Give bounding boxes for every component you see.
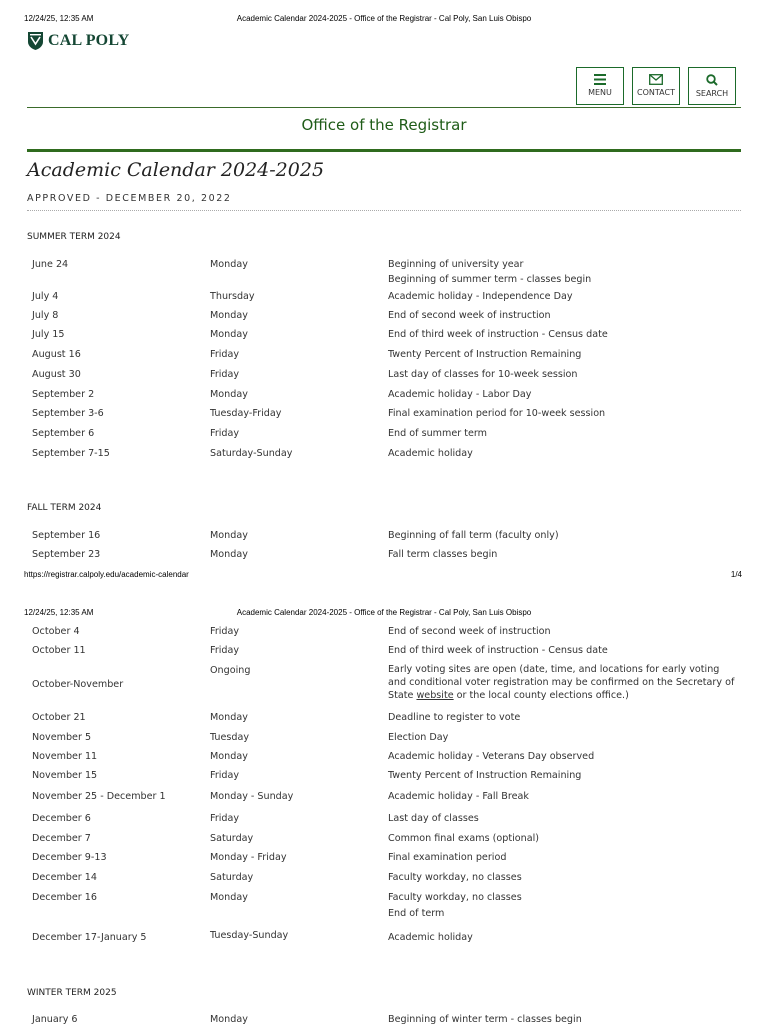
cal-poly-shield-icon	[27, 31, 44, 51]
row-day: Friday	[210, 428, 240, 439]
row-event: End of third week of instruction - Census date	[388, 645, 608, 656]
print-page-number: 1/4	[730, 570, 742, 579]
row-date: August 30	[32, 369, 81, 380]
row-date: October-November	[32, 679, 124, 690]
row-date: July 15	[32, 329, 65, 340]
row-event: End of third week of instruction - Census date	[388, 329, 608, 340]
print-page-title: Academic Calendar 2024-2025 - Office of the Registrar - Cal Poly, San Luis Obispo	[236, 14, 532, 23]
site-title[interactable]: Office of the Registrar	[301, 116, 467, 134]
row-event: End of second week of instruction	[388, 310, 551, 321]
row-date: September 3-6	[32, 408, 104, 419]
row-event: Academic holiday	[388, 932, 473, 943]
approval-date: APPROVED - DECEMBER 20, 2022	[27, 193, 232, 204]
row-date: December 17-January 5	[32, 932, 147, 943]
row-event: Beginning of university year Beginning of summer term - classes begin	[388, 259, 592, 285]
row-day: Monday	[210, 310, 248, 321]
row-day: Friday	[210, 369, 240, 380]
row-day: Monday	[210, 1014, 248, 1025]
row-event: Academic holiday	[388, 448, 473, 459]
row-day: Friday	[210, 626, 240, 637]
row-date: October 11	[32, 645, 86, 656]
row-date: December 16	[32, 892, 98, 903]
row-day: Friday	[210, 770, 240, 781]
search-label: SEARCH	[695, 89, 729, 98]
row-event: Academic holiday - Independence Day	[388, 291, 573, 302]
row-date: November 5	[32, 732, 92, 743]
row-date: October 4	[32, 626, 80, 637]
logo-wordmark: CAL POLY	[48, 32, 130, 49]
term-heading-fall: FALL TERM 2024	[27, 503, 102, 513]
row-date: January 6	[32, 1014, 78, 1025]
row-event: Deadline to register to vote	[388, 712, 521, 723]
menu-label: MENU	[588, 88, 612, 97]
row-date: September 16	[32, 530, 101, 541]
row-date: December 7	[32, 833, 91, 844]
row-event: Last day of classes for 10-week session	[388, 369, 578, 380]
row-date: September 7-15	[32, 448, 110, 459]
row-date: September 2	[32, 389, 95, 400]
row-day: Monday	[210, 892, 248, 903]
row-event: Final examination period	[388, 852, 507, 863]
row-day: Monday	[210, 389, 248, 400]
row-day: Monday	[210, 751, 248, 762]
row-event: End of summer term	[388, 428, 488, 439]
row-event: Early voting sites are open (date, time, and locations for early voting and conditional voter registration may be confirmed on the Secretary of State website or the local county elections office.)	[388, 664, 735, 701]
contact-button[interactable]	[632, 67, 680, 105]
row-event: Fall term classes begin	[388, 549, 498, 560]
row-date: December 14	[32, 872, 98, 883]
row-event: End of second week of instruction	[388, 626, 551, 637]
secretary-of-state-website-link[interactable]: website	[416, 690, 454, 701]
row-date: October 21	[32, 712, 86, 723]
row-event: Beginning of fall term (faculty only)	[388, 530, 559, 541]
row-date: June 24	[32, 259, 69, 270]
row-event: Election Day	[388, 732, 449, 743]
contact-label: CONTACT	[637, 88, 675, 97]
row-event: Faculty workday, no classes	[388, 872, 522, 883]
row-day: Friday	[210, 813, 240, 824]
row-day: Monday	[210, 259, 248, 270]
cal-poly-logo[interactable]	[27, 31, 129, 51]
print-page-title: Academic Calendar 2024-2025 - Office of the Registrar - Cal Poly, San Luis Obispo	[236, 608, 532, 617]
search-button[interactable]	[688, 67, 736, 105]
row-date: September 6	[32, 428, 95, 439]
row-event: Academic holiday - Veterans Day observed	[388, 751, 595, 762]
row-date: July 4	[32, 291, 59, 302]
row-date: August 16	[32, 349, 81, 360]
row-day: Monday - Sunday	[210, 791, 294, 802]
row-event: Beginning of winter term - classes begin	[388, 1014, 582, 1025]
row-day: Tuesday-Friday	[210, 408, 282, 419]
row-day: Monday	[210, 712, 248, 723]
row-date: July 8	[32, 310, 59, 321]
row-date: September 23	[32, 549, 101, 560]
print-url: https://registrar.calpoly.edu/academic-calendar	[24, 570, 189, 579]
row-event: Twenty Percent of Instruction Remaining	[388, 349, 582, 360]
header-divider	[27, 107, 741, 108]
row-event: Final examination period for 10-week session	[388, 408, 606, 419]
row-day: Thursday	[210, 291, 255, 302]
row-event: Academic holiday - Labor Day	[388, 389, 532, 400]
row-date: December 9-13	[32, 852, 107, 863]
row-event: Academic holiday - Fall Break	[388, 791, 529, 802]
term-heading-winter: WINTER TERM 2025	[27, 988, 117, 998]
row-day: Saturday	[210, 872, 254, 883]
print-timestamp: 12/24/25, 12:35 AM	[24, 14, 94, 23]
row-date: November 11	[32, 751, 98, 762]
magnifier-icon	[706, 74, 718, 86]
print-timestamp: 12/24/25, 12:35 AM	[24, 608, 94, 617]
row-day: Tuesday	[210, 732, 250, 743]
row-day: Friday	[210, 645, 240, 656]
row-event: Common final exams (optional)	[388, 833, 540, 844]
row-date: November 25 - December 1	[32, 791, 166, 802]
row-day: Ongoing	[210, 665, 251, 676]
title-divider	[27, 149, 741, 152]
menu-button[interactable]	[576, 67, 624, 105]
row-day: Tuesday-Sunday	[210, 930, 289, 941]
row-event: Faculty workday, no classes End of term	[388, 892, 522, 919]
row-day: Monday	[210, 530, 248, 541]
row-day: Monday	[210, 329, 248, 340]
row-date: November 15	[32, 770, 98, 781]
row-day: Friday	[210, 349, 240, 360]
approval-divider	[27, 210, 741, 211]
row-event: Last day of classes	[388, 813, 479, 824]
term-heading-summer: SUMMER TERM 2024	[27, 232, 121, 242]
row-day: Saturday-Sunday	[210, 448, 293, 459]
row-event: Twenty Percent of Instruction Remaining	[388, 770, 582, 781]
hamburger-icon	[594, 74, 606, 85]
row-day: Saturday	[210, 833, 254, 844]
row-date: December 6	[32, 813, 91, 824]
page-title: Academic Calendar 2024-2025	[27, 159, 325, 181]
row-day: Monday	[210, 549, 248, 560]
envelope-icon	[649, 74, 663, 85]
row-day: Monday - Friday	[210, 852, 287, 863]
